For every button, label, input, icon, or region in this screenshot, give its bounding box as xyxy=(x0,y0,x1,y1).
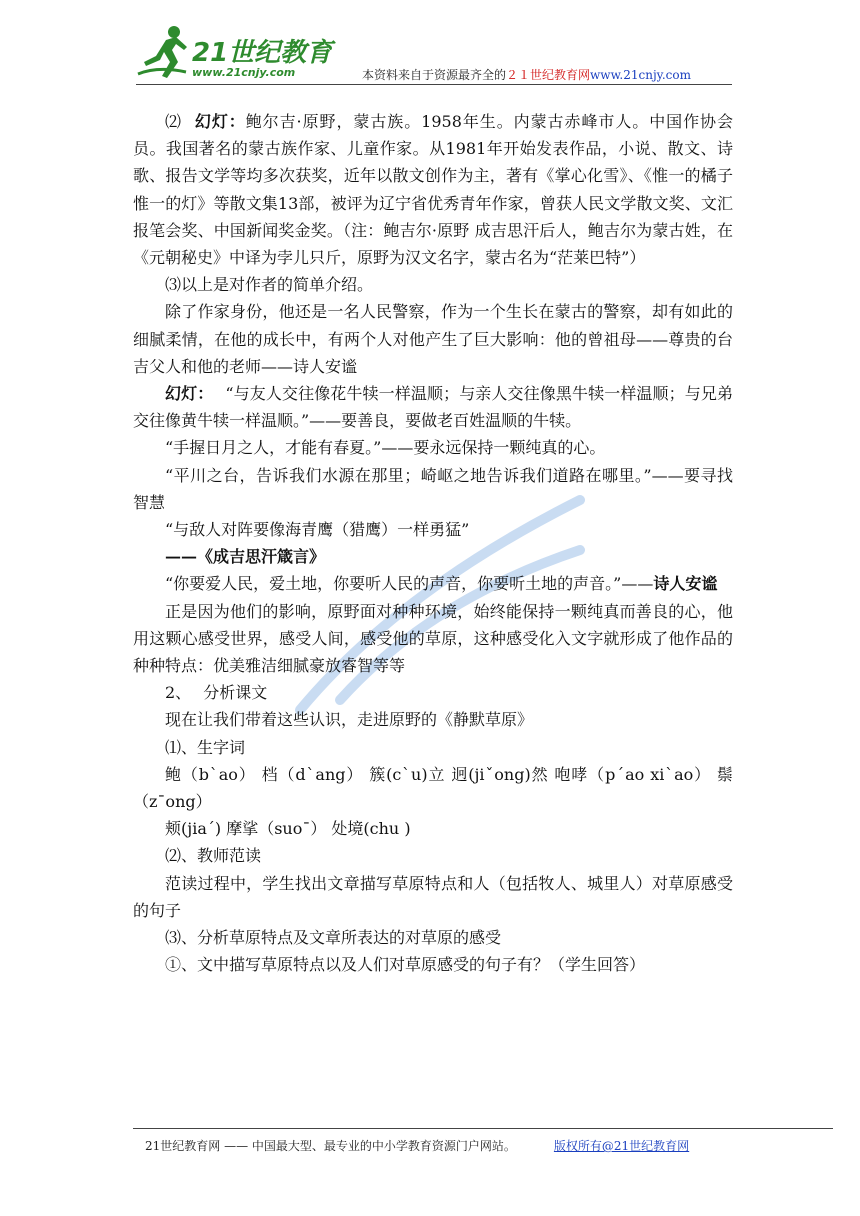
poet-name: 诗人安谧 xyxy=(653,574,718,594)
paragraph-text: “与友人交往像花牛犊一样温顺；与亲人交往像黑牛犊一样温顺；与兄弟交往像黄牛犊一样温顺。”——要善良，要做老百姓温顺的牛犊。 xyxy=(133,384,733,431)
logo xyxy=(136,22,346,84)
footer-text: 21世纪教育网 —— 中国最大型、最专业的中小学教育资源门户网站。 xyxy=(145,1139,516,1153)
header-tagline xyxy=(362,66,691,83)
paragraph-text: “你要爱人民，爱土地，你要听人民的声音，你要听土地的声音。”—— xyxy=(165,574,654,594)
tagline-prefix: 本资料来自于资源最齐全的 xyxy=(362,68,507,82)
logo-text: 21世纪教育 xyxy=(192,38,333,68)
runner-icon xyxy=(136,22,192,84)
page-header xyxy=(0,0,860,96)
subheading-analysis: ⑶、分析草原特点及文章所表达的对草原的感受 xyxy=(165,928,502,948)
slide-label: 幻灯： xyxy=(193,112,246,131)
page-footer xyxy=(145,1137,689,1154)
subheading-vocabulary: ⑴、生字词 xyxy=(165,737,246,757)
section-heading-analysis xyxy=(133,679,733,706)
paragraph-identity: 除了作家身份，他还是一名人民警察，作为一个生长在蒙古的警察，却有如此的细腻柔情，在他的成长中，有两个人对他产生了巨大影响：他的曾祖母——尊贵的台吉父人和他的老师——诗人安谧 xyxy=(133,302,733,376)
subheading-reading: ⑵、教师范读 xyxy=(165,846,262,866)
paragraph-influence: 正是因为他们的影响，原野面对种种环境，始终能保持一颗纯真而善良的心，他用这颗心感受世界，感受人间，感受他的草原，这种感受化入文字就形成了他作品的种种特点：优美雅洁细腻豪放睿智等等 xyxy=(133,601,733,676)
paragraph-quote-hawk: “与敌人对阵要像海青鹰（猎鹰）一样勇猛” xyxy=(165,520,470,540)
quote-source: ——《成吉思汗箴言》 xyxy=(165,547,326,567)
footer-divider xyxy=(133,1128,833,1129)
document-body xyxy=(133,108,733,979)
header-divider xyxy=(136,84,732,85)
logo-url: www.21cnjy.com xyxy=(192,66,296,79)
paragraph-quote-slide xyxy=(133,380,733,434)
tagline-url[interactable]: www.21cnjy.com xyxy=(590,68,691,82)
vocabulary-line-2: 颊(jiaˊ) 摩挲（suoˉ） 处境(chu ) xyxy=(165,819,411,839)
paragraph-quote-sun: “手握日月之人，才能有春夏。”——要永远保持一颗纯真的心。 xyxy=(165,438,606,458)
paragraph-enter-text: 现在让我们带着这些认识，走进原野的《静默草原》 xyxy=(165,710,534,730)
paragraph-quote-poet xyxy=(133,570,733,597)
section-title: 分析课文 xyxy=(203,683,268,703)
paragraph-intro-summary: ⑶以上是对作者的简单介绍。 xyxy=(165,275,374,295)
paragraph-reading-task: 范读过程中，学生找出文章描写草原特点和人（包括牧人、城里人）对草原感受的句子 xyxy=(133,873,733,920)
paragraph-text: 鲍尔吉·原野，蒙古族。1958年生。内蒙古赤峰市人。中国作协会员。我国著名的蒙古族作家、儿童作家。从1981年开始发表作品，小说、散文、诗歌、报告文学等均多次获奖，近年以散文创作为主，著有《掌心化雪》、《惟一的橘子惟一的灯》等散文集13部，被评为辽宁省优秀青年作家，曾获人民文学散文奖、文汇报笔会奖、中国新闻奖金奖。（注：鲍吉尔·原野 成吉思汗后人，鲍吉尔为蒙古姓，在《元朝秘史》中译为孛儿只斤，原野为汉文名字，蒙古名为“茫莱巴特”） xyxy=(133,112,733,268)
vocabulary-line-1: 鲍（bˋao） 档（dˋang） 簇(cˋu)立 迥(jiˇong)然 咆哮（pˊao xiˋao） 鬃（zˉong） xyxy=(133,764,733,812)
slide-label: 幻灯： xyxy=(165,384,214,404)
section-number: 2、 xyxy=(165,683,192,703)
paragraph-question: ①、文中描写草原特点以及人们对草原感受的句子有？（学生回答） xyxy=(165,955,646,975)
tagline-brand: ２１世纪教育网 xyxy=(506,68,591,82)
paragraph-author-slide xyxy=(133,108,733,271)
item-number: ⑵ xyxy=(165,112,182,131)
copyright-link[interactable]: 版权所有@21世纪教育网 xyxy=(553,1139,690,1153)
paragraph-quote-plain: “平川之台，告诉我们水源在那里；崎岖之地告诉我们道路在哪里。”——要寻找智慧 xyxy=(133,465,733,512)
